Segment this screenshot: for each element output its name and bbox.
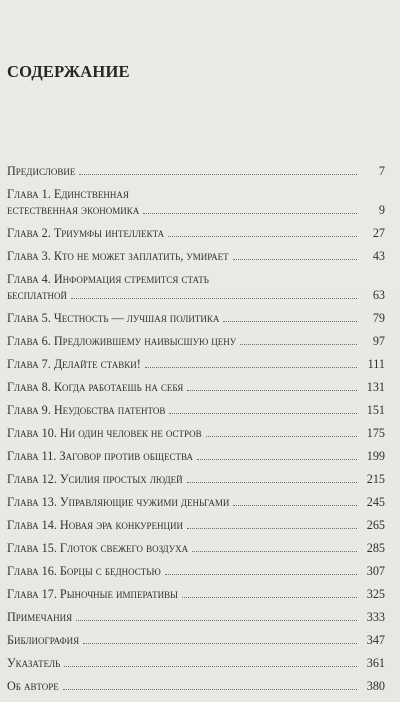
toc-label: Глава 3. Кто не может заплатить, умирает (7, 249, 229, 263)
toc-entry-chapter-13[interactable] (7, 494, 385, 510)
dot-leader (187, 390, 357, 391)
page-number: 347 (366, 633, 385, 647)
dot-leader (223, 321, 357, 322)
toc-entry-chapter-17[interactable] (7, 586, 385, 602)
page-number: 215 (366, 472, 385, 486)
toc-entry-chapter-7[interactable] (7, 356, 385, 372)
dot-leader (233, 505, 357, 506)
toc-label: Глава 9. Неудобства патентов (7, 403, 166, 417)
toc-label: Глава 8. Когда работаешь на себя (7, 380, 184, 394)
page-number: 43 (372, 249, 385, 263)
toc-label: Глава 16. Борцы с бедностью (7, 564, 161, 578)
dot-leader (169, 413, 357, 414)
toc-entry-notes[interactable] (7, 609, 385, 625)
dot-leader (168, 236, 357, 237)
toc-entry-chapter-10[interactable] (7, 425, 385, 441)
dot-leader (76, 620, 357, 621)
page-title: СОДЕРЖАНИЕ (7, 62, 130, 81)
toc-label-line-2: бесплатной (7, 288, 67, 302)
page-number: 325 (366, 587, 385, 601)
toc-label: Глава 5. Честность — лучшая политика (7, 311, 220, 325)
dot-leader (197, 459, 357, 460)
dot-leader (145, 367, 357, 368)
toc-label: Глава 14. Новая эра конкуренции (7, 518, 184, 532)
dot-leader (79, 174, 357, 175)
toc-entry-about-author[interactable] (7, 678, 385, 694)
page-number: 63 (372, 288, 385, 302)
page-number: 9 (378, 203, 385, 217)
page-number: 333 (366, 610, 385, 624)
toc-entry-chapter-14[interactable] (7, 517, 385, 533)
page-number: 265 (366, 518, 385, 532)
toc-entry-chapter-3[interactable] (7, 248, 385, 264)
dot-leader (206, 436, 357, 437)
page-number: 361 (366, 656, 385, 670)
toc-entry-chapter-9[interactable] (7, 402, 385, 418)
toc-label-line-1: Глава 1. Единственная (7, 187, 129, 201)
toc-label: Глава 12. Усилия простых людей (7, 472, 183, 486)
dot-leader (64, 666, 357, 667)
toc-label: Библиография (7, 633, 80, 647)
dot-leader (83, 643, 357, 644)
toc-entry-preface[interactable] (7, 163, 385, 179)
toc-entry-chapter-6[interactable] (7, 333, 385, 349)
toc-label: Глава 10. Ни один человек не остров (7, 426, 202, 440)
page-number: 199 (366, 449, 385, 463)
toc-entry-bibliography[interactable] (7, 632, 385, 648)
page-number: 7 (378, 164, 385, 178)
toc-label: Глава 7. Делайте ставки! (7, 357, 141, 371)
page-number: 97 (372, 334, 385, 348)
dot-leader (192, 551, 357, 552)
dot-leader (187, 528, 357, 529)
page-number: 151 (366, 403, 385, 417)
dot-leader (63, 689, 357, 690)
dot-leader (233, 259, 357, 260)
toc-label-line-1: Глава 4. Информация стремится стать (7, 272, 209, 286)
toc-entry-index[interactable] (7, 655, 385, 671)
toc-label: Глава 15. Глоток свежего воздуха (7, 541, 189, 555)
toc-entry-chapter-11[interactable] (7, 448, 385, 464)
toc-label: Глава 6. Предложившему наивысшую цену (7, 334, 237, 348)
page-number: 307 (366, 564, 385, 578)
toc-label: Глава 17. Рыночные императивы (7, 587, 178, 601)
toc-entry-chapter-1[interactable] (7, 186, 385, 218)
toc-label: Глава 13. Управляющие чужими деньгами (7, 495, 230, 509)
dot-leader (165, 574, 357, 575)
dot-leader (71, 298, 357, 299)
page-number: 111 (367, 357, 385, 371)
toc-label: Глава 2. Триумфы интеллекта (7, 226, 165, 240)
page-number: 79 (372, 311, 385, 325)
toc-label: Глава 11. Заговор против общества (7, 449, 193, 463)
dot-leader (182, 597, 357, 598)
toc-entry-chapter-15[interactable] (7, 540, 385, 556)
page-number: 27 (372, 226, 385, 240)
page-number: 380 (366, 679, 385, 693)
toc-label: Предисловие (7, 164, 76, 178)
toc-entry-chapter-2[interactable] (7, 225, 385, 241)
dot-leader (240, 344, 357, 345)
toc-label: Указатель (7, 656, 61, 670)
dot-leader (143, 213, 357, 214)
toc-label: Об авторе (7, 679, 59, 693)
toc-entry-chapter-5[interactable] (7, 310, 385, 326)
dot-leader (187, 482, 357, 483)
toc-entry-chapter-16[interactable] (7, 563, 385, 579)
page-number: 175 (366, 426, 385, 440)
toc-entry-chapter-8[interactable] (7, 379, 385, 395)
page-number: 131 (366, 380, 385, 394)
toc-entry-chapter-4[interactable] (7, 271, 385, 303)
page-number: 245 (366, 495, 385, 509)
page-number: 285 (366, 541, 385, 555)
table-of-contents (7, 163, 385, 701)
toc-label-line-2: естественная экономика (7, 203, 140, 217)
toc-entry-chapter-12[interactable] (7, 471, 385, 487)
toc-label: Примечания (7, 610, 73, 624)
